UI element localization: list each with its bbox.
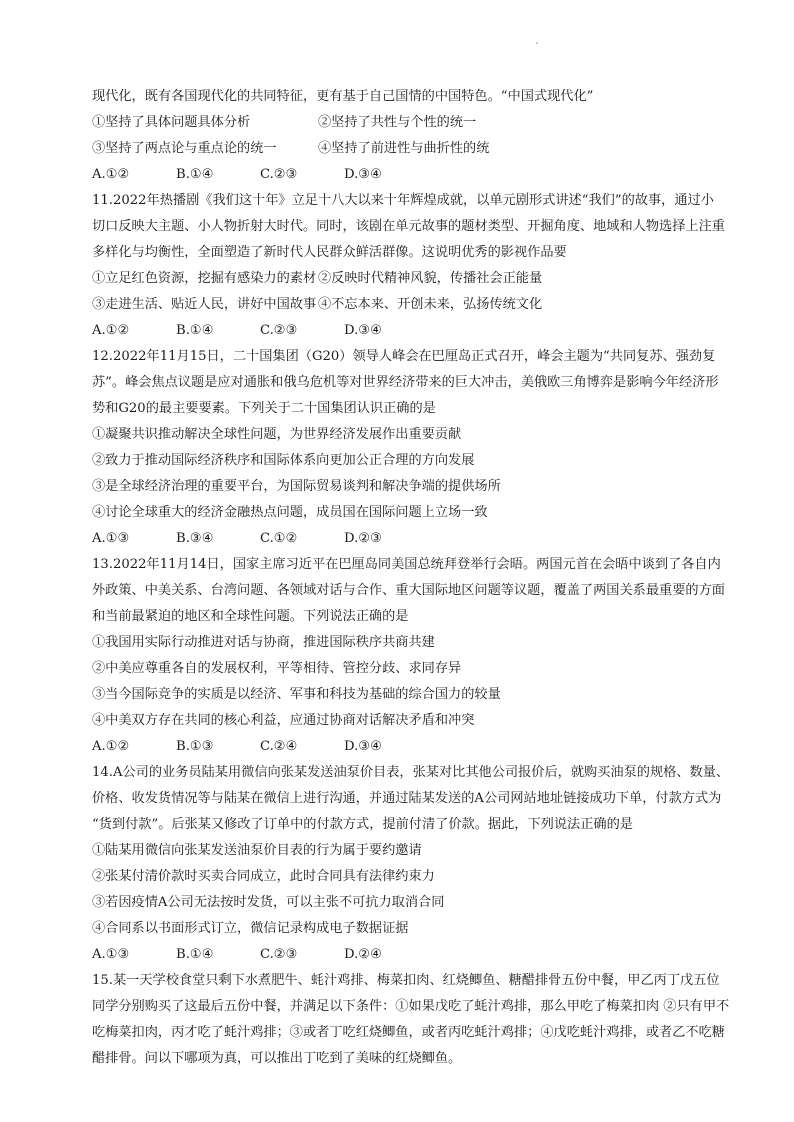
question-11-choices bbox=[92, 318, 732, 344]
question-15-stem-line-1: 15.某一天学校食堂只剩下水煮肥牛、蚝汁鸡排、梅菜扣肉、红烧鲫鱼、糖醋排骨五份中餐，甲乙丙丁戊五位 bbox=[92, 973, 720, 988]
question-15-stem-line-3: 吃梅菜扣肉，丙才吃了蚝汁鸡排；③或者丁吃红烧鲫鱼，或者丙吃蚝汁鸡排；④戊吃蚝汁鸡排，或者乙不吃糖 bbox=[92, 1025, 725, 1040]
question-11-choice-b: B.①④ bbox=[176, 323, 214, 338]
question-12-stem-line-3: 势和G20的最主要要素。下列关于二十国集团认识正确的是 bbox=[92, 401, 436, 416]
question-11-item-2: ②反映时代精神风貌，传播社会正能量 bbox=[318, 271, 543, 286]
question-13-item-3: ③当今国际竞争的实质是以经济、军事和科技为基础的综合国力的较量 bbox=[92, 687, 501, 702]
question-13-item-4: ④中美双方存在共同的核心利益，应通过协商对话解决矛盾和冲突 bbox=[92, 713, 475, 728]
question-10-item-3: ③坚持了两点论与重点论的统一 bbox=[92, 141, 277, 156]
question-12-item-1: ①凝聚共识推动解决全球性问题，为世界经济发展作出重要贡献 bbox=[92, 427, 462, 442]
question-11-items-row-2 bbox=[92, 292, 732, 318]
question-12-item-3: ③是全球经济治理的重要平台，为国际贸易谈判和解决争端的提供场所 bbox=[92, 479, 501, 494]
question-14-stem-line-2: 价格、收发货情况等与陆某在微信上进行沟通，并通过陆某发送的A公司网站地址链接成功下单，付款方式为 bbox=[92, 791, 722, 806]
question-14-choice-a: A.①③ bbox=[92, 947, 130, 962]
question-15-stem-line-4: 醋排骨。问以下哪项为真，可以推出丁吃到了美味的红烧鲫鱼。 bbox=[92, 1051, 462, 1066]
question-14-choice-d: D.②④ bbox=[344, 947, 382, 962]
scan-dot bbox=[536, 42, 538, 44]
page-content bbox=[92, 84, 732, 1072]
question-15 bbox=[92, 968, 732, 1072]
question-11-item-3: ③走进生活、贴近人民，讲好中国故事 bbox=[92, 297, 317, 312]
question-13-choices bbox=[92, 734, 732, 760]
question-12-choice-c: C.①② bbox=[260, 531, 298, 546]
question-13-choice-d: D.③④ bbox=[344, 739, 382, 754]
question-14-choice-c: C.②③ bbox=[260, 947, 298, 962]
question-12-stem-line-1: 12.2022年11月15日，二十国集团（G20）领导人峰会在巴厘岛正式召开，峰会主题为“共同复苏、强劲复 bbox=[92, 349, 716, 364]
question-12-choice-d: D.②③ bbox=[344, 531, 382, 546]
question-14-item-3: ③若因疫情A公司无法按时发货，可以主张不可抗力取消合同 bbox=[92, 895, 445, 910]
question-13 bbox=[92, 552, 732, 760]
question-13-item-1: ①我国用实际行动推进对话与协商，推进国际秩序共商共建 bbox=[92, 635, 435, 650]
question-10-choices bbox=[92, 162, 732, 188]
question-14-stem-line-1: 14.A公司的业务员陆某用微信向张某发送油泵价目表，张某对比其他公司报价后，就购买油泵的规格、数量、 bbox=[92, 765, 730, 780]
question-10-choice-d: D.③④ bbox=[344, 167, 382, 182]
question-13-stem-line-1: 13.2022年11月14日，国家主席习近平在巴厘岛同美国总统拜登举行会晤。两国元首在会晤中谈到了各自内 bbox=[92, 557, 721, 572]
question-14-item-4: ④合同系以书面形式订立，微信记录构成电子数据证据 bbox=[92, 921, 409, 936]
question-13-choice-a: A.①② bbox=[92, 739, 130, 754]
question-12 bbox=[92, 344, 732, 552]
question-13-choice-b: B.①③ bbox=[176, 739, 214, 754]
question-11-items-row-1 bbox=[92, 266, 732, 292]
question-10-item-2: ②坚持了共性与个性的统一 bbox=[318, 115, 477, 130]
question-11-choice-c: C.②③ bbox=[260, 323, 298, 338]
question-13-stem-line-3: 和当前最紧迫的地区和全球性问题。下列说法正确的是 bbox=[92, 609, 409, 624]
question-10-item-4: ④坚持了前进性与曲折性的统 bbox=[318, 141, 490, 156]
question-12-item-2: ②致力于推动国际经济秩序和国际体系向更加公正合理的方向发展 bbox=[92, 453, 475, 468]
question-11-choice-d: D.③④ bbox=[344, 323, 382, 338]
question-12-choice-a: A.①③ bbox=[92, 531, 130, 546]
question-12-choices bbox=[92, 526, 732, 552]
question-12-stem-line-2: 苏”。峰会焦点议题是应对通胀和俄乌危机等对世界经济带来的巨大冲击，美俄欧三角博弈是影响今年经济形 bbox=[92, 375, 719, 390]
question-14-item-2: ②张某付清价款时买卖合同成立，此时合同具有法律约束力 bbox=[92, 869, 435, 884]
question-10-choice-a: A.①② bbox=[92, 167, 130, 182]
question-12-choice-b: B.③④ bbox=[176, 531, 214, 546]
question-13-item-2: ②中美应尊重各自的发展权利，平等相待、管控分歧、求同存异 bbox=[92, 661, 462, 676]
question-11-stem-line-3: 多样化与均衡性，全面塑造了新时代人民群众鲜活群像。这说明优秀的影视作品要 bbox=[92, 245, 567, 260]
question-13-choice-c: C.②④ bbox=[260, 739, 298, 754]
question-11-stem-line-2: 切口反映大主题、小人物折射大时代。同时，该剧在单元故事的题材类型、开掘角度、地域和人物选择上注重 bbox=[92, 219, 725, 234]
question-11 bbox=[92, 188, 732, 344]
question-10 bbox=[92, 84, 732, 188]
question-10-item-1: ①坚持了具体问题具体分析 bbox=[92, 115, 251, 130]
question-11-choice-a: A.①② bbox=[92, 323, 130, 338]
question-14 bbox=[92, 760, 732, 968]
question-14-choice-b: B.①④ bbox=[176, 947, 214, 962]
question-10-items-row-2 bbox=[92, 136, 732, 162]
question-11-stem-line-1: 11.2022年热播剧《我们这十年》立足十八大以来十年辉煌成就，以单元剧形式讲述“我们”的故事，通过小 bbox=[92, 193, 714, 208]
question-10-items-row-1 bbox=[92, 110, 732, 136]
question-14-choices bbox=[92, 942, 732, 968]
question-14-stem-line-3: “货到付款”。后张某又修改了订单中的付款方式，提前付清了价款。据此，下列说法正确的是 bbox=[92, 817, 633, 832]
question-13-stem-line-2: 外政策、中美关系、台湾问题、各领域对话与合作、重大国际地区问题等议题，覆盖了两国关系最重要的方面 bbox=[92, 583, 725, 598]
question-10-stem-tail: 现代化，既有各国现代化的共同特征，更有基于自己国情的中国特色。“中国式现代化” bbox=[92, 89, 594, 104]
question-11-item-4: ④不忘本来、开创未来，弘扬传统文化 bbox=[318, 297, 543, 312]
question-12-item-4: ④讨论全球重大的经济金融热点问题，成员国在国际问题上立场一致 bbox=[92, 505, 488, 520]
question-15-stem-line-2: 同学分别购买了这最后五份中餐，并满足以下条件：①如果戊吃了蚝汁鸡排，那么甲吃了梅菜扣肉 ②只有甲不 bbox=[92, 999, 730, 1014]
question-10-choice-c: C.②③ bbox=[260, 167, 298, 182]
question-14-item-1: ①陆某用微信向张某发送油泵价目表的行为属于要约邀请 bbox=[92, 843, 422, 858]
question-10-choice-b: B.①④ bbox=[176, 167, 214, 182]
question-11-item-1: ①立足红色资源，挖掘有感染力的素材 bbox=[92, 271, 317, 286]
